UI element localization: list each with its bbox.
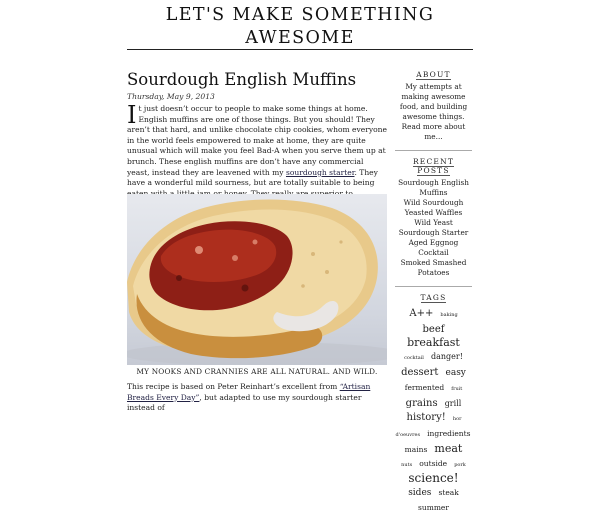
recent-post-link[interactable]: Sourdough English Muffins (398, 178, 469, 197)
recent-posts-heading: RECENT POSTS (412, 157, 455, 175)
sidebar-divider (395, 150, 472, 151)
muffin-image (127, 194, 387, 365)
artisan-breads-link[interactable]: “Artisan Breads Every Day” (127, 382, 371, 402)
recent-post-link[interactable]: Aged Eggnog Cocktail (408, 238, 459, 257)
tag-link[interactable]: beef (422, 324, 445, 335)
tag-link[interactable]: outside (419, 459, 448, 468)
tag-cloud (395, 305, 472, 513)
tag-link[interactable]: baking (440, 312, 458, 318)
tag-link[interactable]: grains (405, 398, 438, 409)
drop-cap: I (127, 101, 137, 129)
tag-link[interactable]: hor d'oeuvres (395, 416, 462, 438)
continue-text: This recipe is based on Peter Reinhart’s excellent from (127, 382, 340, 391)
tag-link[interactable]: history! (406, 412, 446, 423)
recent-post-link[interactable]: Wild Sourdough Yeasted Waffles (403, 198, 464, 217)
sidebar (395, 70, 472, 513)
tag-link[interactable]: sides (408, 488, 432, 498)
tag-link[interactable]: ingredients (427, 429, 471, 438)
photo-caption: MY NOOKS AND CRANNIES ARE ALL NATURAL. AND WILD. (136, 367, 378, 376)
recent-post-link[interactable]: Smoked Smashed Potatoes (400, 258, 467, 277)
tag-link[interactable]: mains (404, 445, 428, 454)
about-text[interactable]: My attempts at making awesome food, and building awesome things. Read more about me... (399, 82, 468, 141)
intro-text-cont: . They have a wonderful mild sourness, but are totally suitable to being (127, 167, 378, 188)
tag-link[interactable]: grill (444, 399, 462, 408)
tag-link[interactable]: science! (408, 471, 459, 485)
tag-link[interactable]: fruit (451, 386, 463, 392)
tag-link[interactable]: fermented (404, 383, 445, 392)
tag-link[interactable]: pork (454, 462, 466, 468)
post-title[interactable]: Sourdough English Muffins (127, 70, 357, 89)
tags-heading: TAGS (420, 293, 447, 302)
sidebar-divider (395, 286, 472, 287)
about-heading: ABOUT (416, 70, 451, 79)
muffin-photo (127, 194, 387, 365)
tag-link[interactable]: steak (438, 488, 459, 497)
site-title[interactable]: LET'S MAKE SOMETHING AWESOME (165, 5, 435, 48)
intro-text: t just doesn’t occur to people to make some things at home. English muffins are one of those things. But you should! They aren’t that hard, and unlike chocolate chip cookies, whom everyone in the world feels empowered to make at home, they are quite unusual which will make you feel Bad-A when you serve them up at brunch. These english muffins are don’t have any commercial yeast, instead they are leavened with my (127, 104, 387, 177)
tag-link[interactable]: danger! (431, 352, 463, 361)
header-divider (127, 49, 473, 50)
tag-link[interactable]: meat (434, 442, 463, 455)
tag-link[interactable]: cocktail (404, 355, 424, 361)
recent-posts-list (395, 178, 472, 278)
tag-link[interactable]: breakfast (407, 336, 460, 349)
tag-link[interactable]: A++ (409, 308, 434, 319)
tag-link[interactable]: nuts (401, 462, 413, 468)
post-continue (127, 382, 387, 414)
post-date: Thursday, May 9, 2013 (127, 92, 215, 101)
sourdough-starter-link[interactable]: sourdough starter (285, 167, 355, 177)
site-header (127, 4, 473, 50)
recent-post-link[interactable]: Wild Yeast Sourdough Starter (398, 218, 469, 237)
tag-link[interactable]: easy (445, 368, 466, 378)
tag-link[interactable]: summer (418, 503, 449, 512)
tag-link[interactable]: dessert (401, 367, 439, 378)
continue-text-cont: , but adapted to use my sourdough starter instead of (127, 392, 362, 413)
post-area (127, 70, 387, 413)
